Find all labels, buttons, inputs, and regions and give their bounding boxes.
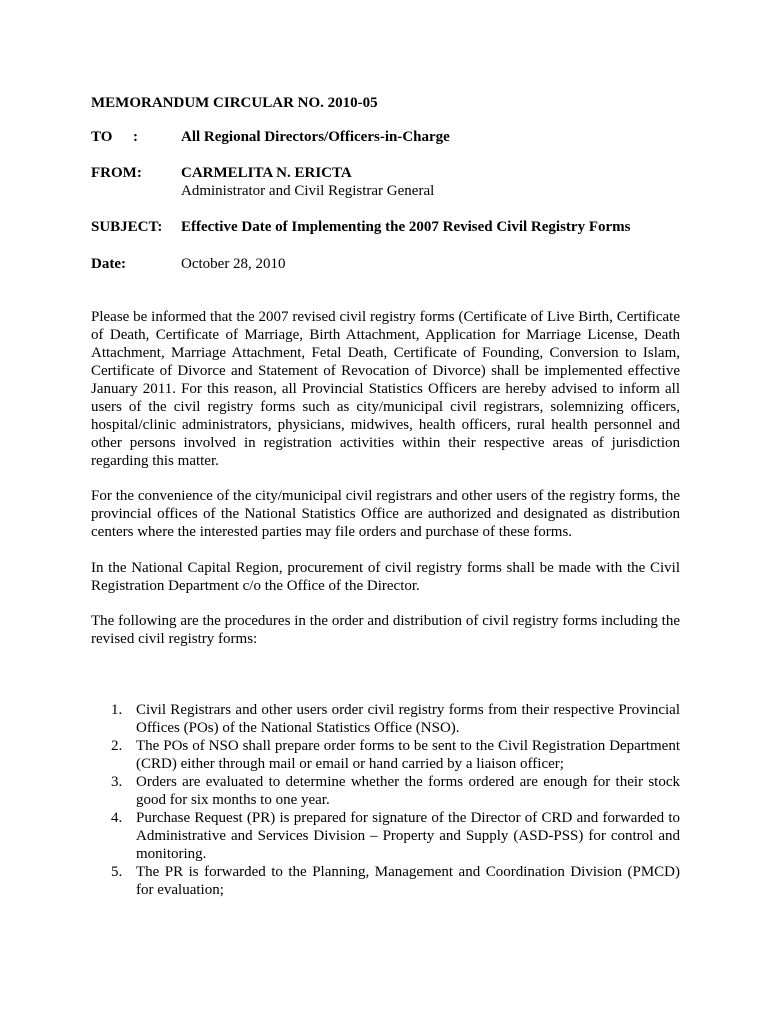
- body-paragraph-3: In the National Capital Region, procurement of civil registry forms shall be made with the Civil Registration Department c/o the Office of the Director.: [91, 560, 680, 594]
- date-label: Date:: [91, 256, 126, 272]
- list-item-text: Civil Registrars and other users order civil registry forms from their respective Provincial Offices (POs) of the National Statistics Office (NSO).: [136, 702, 680, 736]
- body-paragraph-2: For the convenience of the city/municipal civil registrars and other users of the registry forms, the provincial offices of the National Statistics Office are authorized and designated as distribution centers where the interested parties may file orders and purchase of these forms.: [91, 488, 680, 540]
- body-paragraph-1: Please be informed that the 2007 revised civil registry forms (Certificate of Live Birth, Certificate of Death, Certificate of Marriage, Birth Attachment, Application for Marriage License, Death Attachment, Marriage Attachment, Fetal Death, Certificate of Founding, Conversion to Islam, Certificate of Divorce and Statement of Revocation of Divorce) shall be implemented effective January 2011. For this reason, all Provincial Statistics Officers are hereby advised to inform all users of the civil registry forms such as city/municipal civil registrars, solemnizing officers, hospital/clinic administrators, physicians, midwives, health officers, rural health personnel and other persons involved in registration activities within their respective areas of jurisdiction regarding this matter.: [91, 309, 680, 469]
- date-value: October 28, 2010: [181, 256, 286, 272]
- list-item-number: 1.: [111, 702, 123, 718]
- list-item-text: Orders are evaluated to determine whether the forms ordered are enough for their stock good for six months to one year.: [136, 774, 680, 808]
- subject-label: SUBJECT:: [91, 219, 163, 235]
- to-value: All Regional Directors/Officers-in-Charge: [181, 129, 450, 145]
- body-paragraph-4: The following are the procedures in the order and distribution of civil registry forms including the revised civil registry forms:: [91, 613, 680, 647]
- from-name: CARMELITA N. ERICTA: [181, 165, 352, 181]
- list-item-number: 3.: [111, 774, 123, 790]
- list-item: [91, 701, 680, 737]
- to-colon: :: [133, 129, 138, 145]
- list-item-number: 5.: [111, 864, 123, 880]
- from-position: Administrator and Civil Registrar General: [181, 183, 435, 199]
- to-label: TO: [91, 129, 113, 145]
- list-item-text: The POs of NSO shall prepare order forms to be sent to the Civil Registration Department (CRD) either through mail or email or hand carried by a liaison officer;: [136, 738, 680, 772]
- list-item-text: Purchase Request (PR) is prepared for signature of the Director of CRD and forwarded to Administrative and Services Division – Property and Supply (ASD-PSS) for control and monitoring.: [136, 810, 680, 862]
- list-item: [91, 809, 680, 863]
- list-item: [91, 863, 680, 899]
- list-item: [91, 737, 680, 773]
- memo-title: MEMORANDUM CIRCULAR NO. 2010-05: [91, 95, 378, 111]
- list-item-text: The PR is forwarded to the Planning, Management and Coordination Division (PMCD) for evaluation;: [136, 864, 680, 898]
- from-label: FROM:: [91, 165, 142, 181]
- list-item: [91, 773, 680, 809]
- list-item-number: 4.: [111, 810, 123, 826]
- subject-value: Effective Date of Implementing the 2007 Revised Civil Registry Forms: [181, 219, 631, 235]
- list-item-number: 2.: [111, 738, 123, 754]
- procedures-list: [91, 701, 680, 899]
